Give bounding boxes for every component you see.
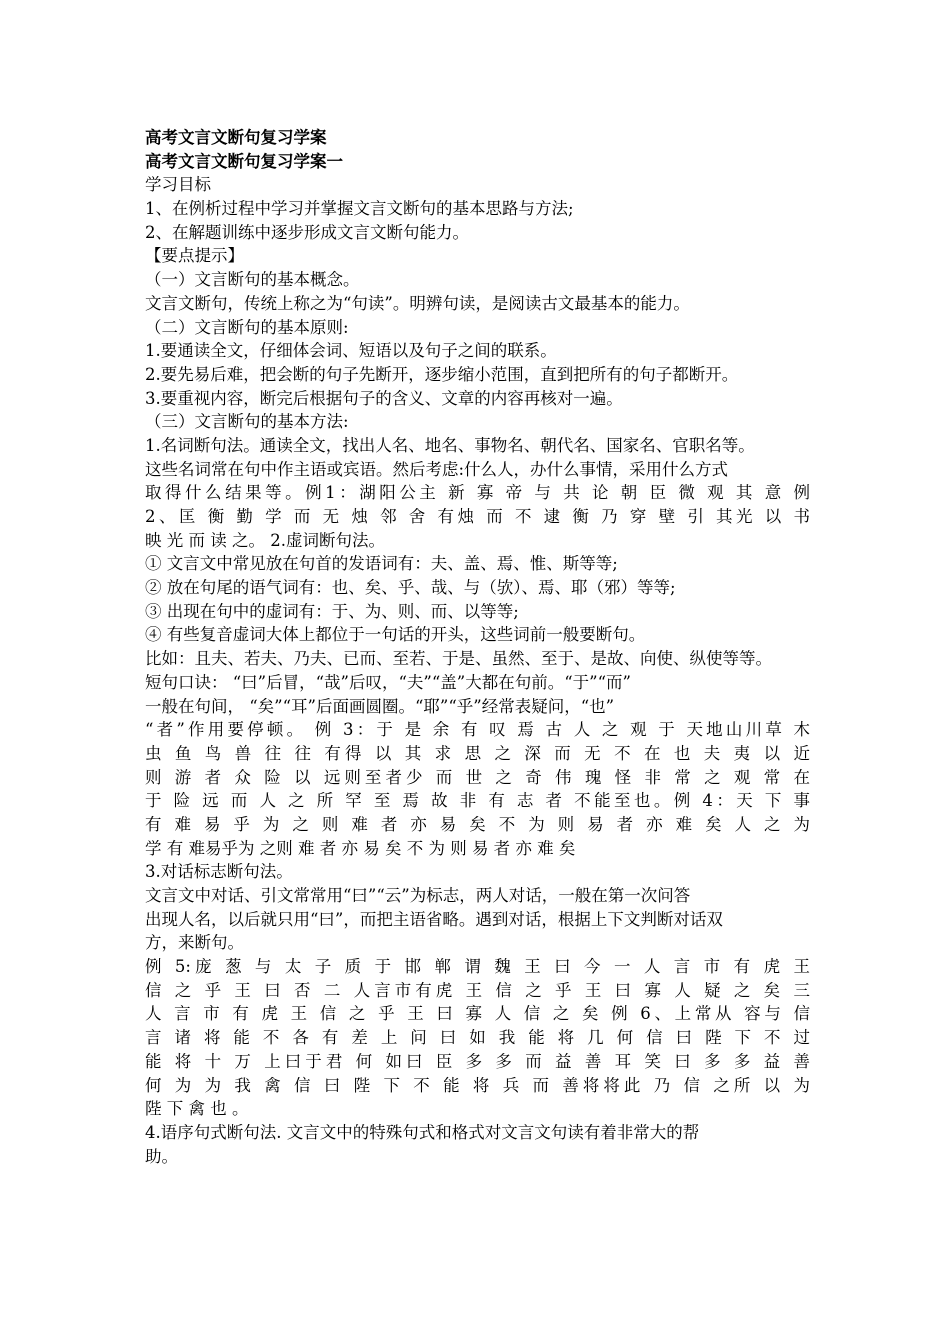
example-line: 学 有 难易乎为 之则 难 者 亦 易 矣 不 为 则 易 者 亦 难 矣 [145,838,576,858]
example-line: 映 光 而 读 之。 2.虚词断句法。 [145,530,385,550]
subsection-heading: （三）文言断句的基本方法: [145,412,349,432]
subsection-heading: （一）文言断句的基本概念。 [145,270,360,290]
example-line: 例 5:庞 葱 与 太 子 质 于 邯 郸 谓 魏 王 曰 今 一 人 言 市 有 虎 王 [145,957,810,977]
section-heading-goals: 学习目标 [145,175,211,195]
list-item: ② 放在句尾的语气词有：也、矣、乎、哉、与（欤）、焉、耶（邪）等等; [145,578,676,598]
goal-item: 2、在解题训练中逐步形成文言文断句能力。 [145,222,469,242]
example-line: 则 游 者 众 险 以 远则至者少 而 世 之 奇 伟 瑰 怪 非 常 之 观 常 在 [145,767,810,787]
example-line: 言 诸 将 能 不 各 有 差 上 问 曰 如 我 能 将 几 何 信 曰 陛 下 不 过 [145,1028,810,1048]
text-line: 文言文断句，传统上称之为“句读”。明辨句读，是阅读古文最基本的能力。 [145,293,690,313]
example-line: 能 将 十 万 上曰于君 何 如曰 臣 多 多 而 益 善 耳 笑 曰 多 多 益 善 [145,1051,810,1071]
principle-item: 2.要先易后难，把会断的句子先断开，逐步缩小范围，直到把所有的句子都断开。 [145,364,739,384]
example-line: 取得什么结果等。例1：湖阳公主 新 寡 帝 与 共 论 朝 臣 微 观 其 意 例 [145,483,810,503]
text-line: 短句口诀： “曰”后冒，“哉”后叹，“夫”“盖”大都在句前。“于”“而” [145,672,631,692]
document-subtitle: 高考文言文断句复习学案一 [145,151,343,171]
text-line: 这些名词常在句中作主语或宾语。然后考虑:什么人，办什么事情，采用什么方式 [145,459,729,479]
text-line: 比如：且夫、若夫、乃夫、已而、至若、于是、虽然、至于、是故、向使、纵使等等。 [145,649,772,669]
subsection-heading: （二）文言断句的基本原则: [145,317,349,337]
text-line: 出现人名，以后就只用“曰”，而把主语省略。遇到对话，根据上下文判断对话双 [145,909,723,929]
example-line: 何 为 为 我 禽 信 曰 陛 下 不 能 将 兵 而 善将将此 乃 信 之所 以 为 [145,1075,810,1095]
goal-item: 1、在例析过程中学习并掌握文言文断句的基本思路与方法; [145,199,574,219]
text-line: 助。 [145,1146,178,1166]
example-line: 陛 下 禽 也 。 [145,1099,249,1119]
section-heading-key-points: 【要点提示】 [145,246,244,266]
example-line: 于 险 远 而 人 之 所 罕 至 焉 故 非 有 志 者 不能至也。例 4：天 下 事 [145,791,810,811]
text-line: 一般在句间， “矣”“耳”后面画圆圈。“耶”“乎”经常表疑问，“也” [145,696,615,716]
example-line: 信 之 乎 王 曰 否 二 人言市有虎 王 信 之 乎 王 曰 寡 人 疑 之 矣 三 [145,980,810,1000]
text-line: 方，来断句。 [145,933,244,953]
example-line: “者”作用要停顿。 例 3：于 是 余 有 叹 焉 古 人 之 观 于 天地山川草 木 [145,720,810,740]
text-line: 1.名词断句法。通读全文，找出人名、地名、事物名、朝代名、国家名、官职名等。 [145,435,755,455]
example-line: 有 难 易 乎 为 之 则 难 者 亦 易 矣 不 为 则 易 者 亦 难 矣 人 之 为 [145,814,810,834]
subsection-heading: 3.对话标志断句法。 [145,862,293,882]
principle-item: 1.要通读全文，仔细体会词、短语以及句子之间的联系。 [145,341,557,361]
example-line: 虫 鱼 鸟 兽 往 往 有得 以 其 求 思 之 深 而 无 不 在 也 夫 夷 以 近 [145,743,810,763]
document-page [145,126,810,1168]
list-item: ③ 出现在句中的虚词有：于、为、则、而、以等等; [145,601,519,621]
example-line: 2、匡 衡 勤 学 而 无 烛 邻 舍 有烛 而 不 逮 衡 乃 穿 壁 引 其光 以 书 [145,507,810,526]
list-item: ① 文言文中常见放在句首的发语词有：夫、盖、焉、惟、斯等等; [145,554,618,574]
text-line: 文言文中对话、引文常常用“曰”“云”为标志，两人对话，一般在第一次问答 [145,886,691,905]
principle-item: 3.要重视内容，断完后根据句子的含义、文章的内容再核对一遍。 [145,388,623,408]
text-line: 4.语序句式断句法. 文言文中的特殊句式和格式对文言文句读有着非常大的帮 [145,1122,700,1142]
document-title: 高考文言文断句复习学案 [145,128,327,147]
list-item: ④ 有些复音虚词大体上都位于一句话的开头，这些词前一般要断句。 [145,625,646,645]
example-line: 人 言 市 有 虎 王 信 之 乎 王 曰 寡 人 信 之 矣 例 6、上常从 容与 信 [145,1004,810,1024]
